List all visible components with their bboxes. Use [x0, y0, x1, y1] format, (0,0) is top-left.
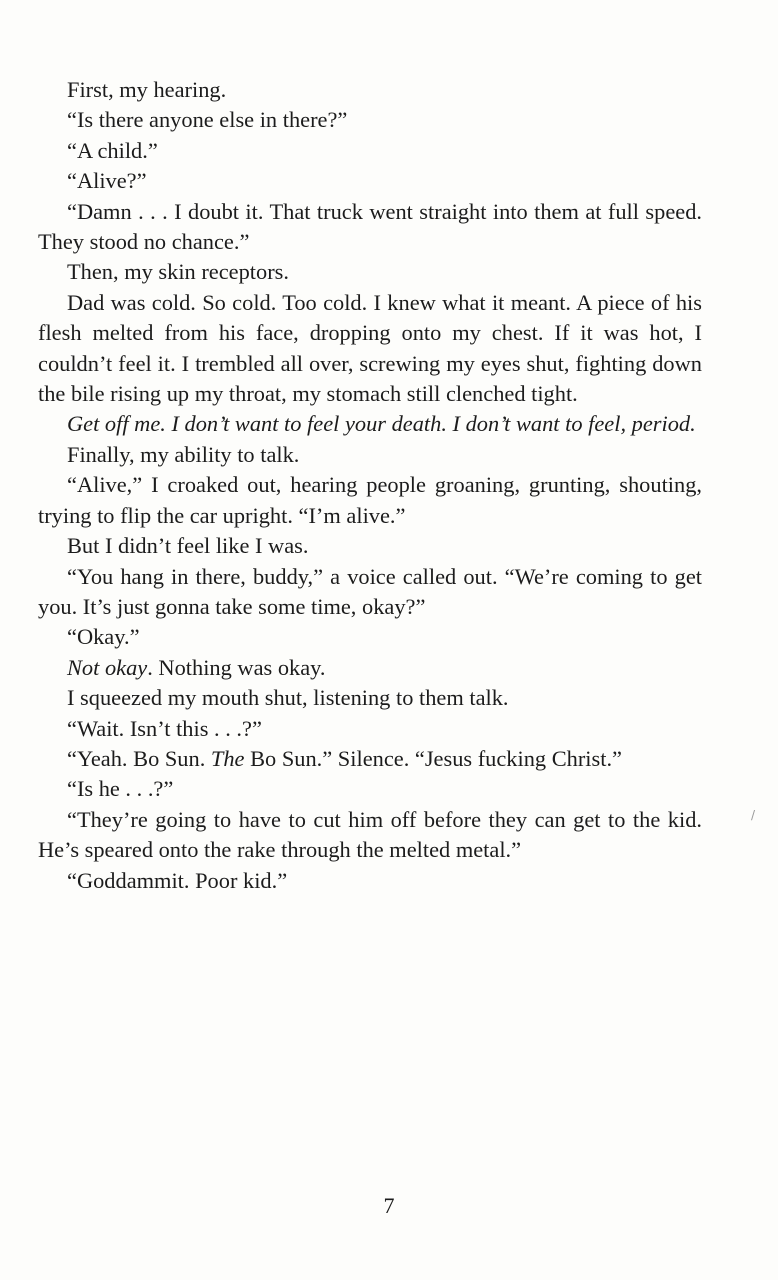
text-run: “Damn . . . I doubt it. That truck went straight into them at full speed. They stood no chance.” [38, 198, 702, 255]
paragraph [38, 744, 702, 774]
paragraph [38, 105, 702, 135]
paragraph [38, 866, 702, 896]
paragraph [38, 470, 702, 531]
paragraph [38, 409, 702, 439]
paragraph [38, 288, 702, 410]
italic-text-run: Not okay [67, 654, 148, 680]
text-run: “You hang in there, buddy,” a voice called out. “We’re coming to get you. It’s just gonna take some time, okay?” [38, 563, 702, 619]
paragraph [38, 197, 702, 258]
text-run: “Yeah. Bo Sun. [67, 745, 211, 771]
text-run: “Wait. Isn’t this . . .?” [67, 715, 262, 741]
page-body [38, 75, 702, 896]
text-run: Then, my skin receptors. [67, 259, 289, 285]
paragraph [38, 531, 702, 561]
text-run: “They’re going to have to cut him off before they can get to the kid. He’s speared onto the rake through the melted metal.” [38, 806, 702, 863]
paragraph [38, 257, 702, 287]
paragraph [38, 774, 702, 804]
text-run: First, my hearing. [67, 77, 227, 102]
text-run: “Is he . . .?” [67, 776, 174, 802]
text-run: “Is there anyone else in there?” [67, 107, 348, 133]
paragraph [38, 653, 702, 683]
paragraph [38, 562, 702, 623]
italic-text-run: Get off me. I don’t want to feel your death. I don’t want to feel, period. [67, 411, 696, 437]
page-number: 7 [383, 1193, 395, 1218]
paragraph [38, 805, 702, 866]
paragraph [38, 75, 702, 105]
paragraph [38, 714, 702, 744]
text-run: “Alive,” I croaked out, hearing people groaning, grunting, shouting, trying to flip the car upright. “I’m alive.” [38, 472, 702, 528]
text-run: Bo Sun.” Silence. “Jesus fucking Christ.” [244, 745, 622, 771]
paragraph [38, 440, 702, 470]
text-run: But I didn’t feel like I was. [67, 533, 309, 559]
text-run: Dad was cold. So cold. Too cold. I knew what it meant. A piece of his flesh melted from his face, dropping onto my chest. If it was hot, I couldn’t feel it. I trembled all over, screwing my eyes shut, fighting down the bile rising up my throat, my stomach still clenched tight. [38, 289, 702, 407]
text-run: . Nothing was okay. [147, 654, 326, 680]
margin-mark: / [751, 808, 756, 822]
text-run: “Goddammit. Poor kid.” [67, 867, 288, 893]
paragraph [38, 683, 702, 713]
paragraph [38, 622, 702, 652]
text-run: “A child.” [67, 137, 158, 163]
paragraph [38, 136, 702, 166]
text-run: I squeezed my mouth shut, listening to them talk. [67, 685, 509, 711]
text-run: “Alive?” [67, 168, 147, 194]
text-run: Finally, my ability to talk. [67, 441, 300, 467]
italic-text-run: The [210, 745, 245, 771]
text-run: “Okay.” [67, 624, 140, 650]
paragraph [38, 166, 702, 196]
